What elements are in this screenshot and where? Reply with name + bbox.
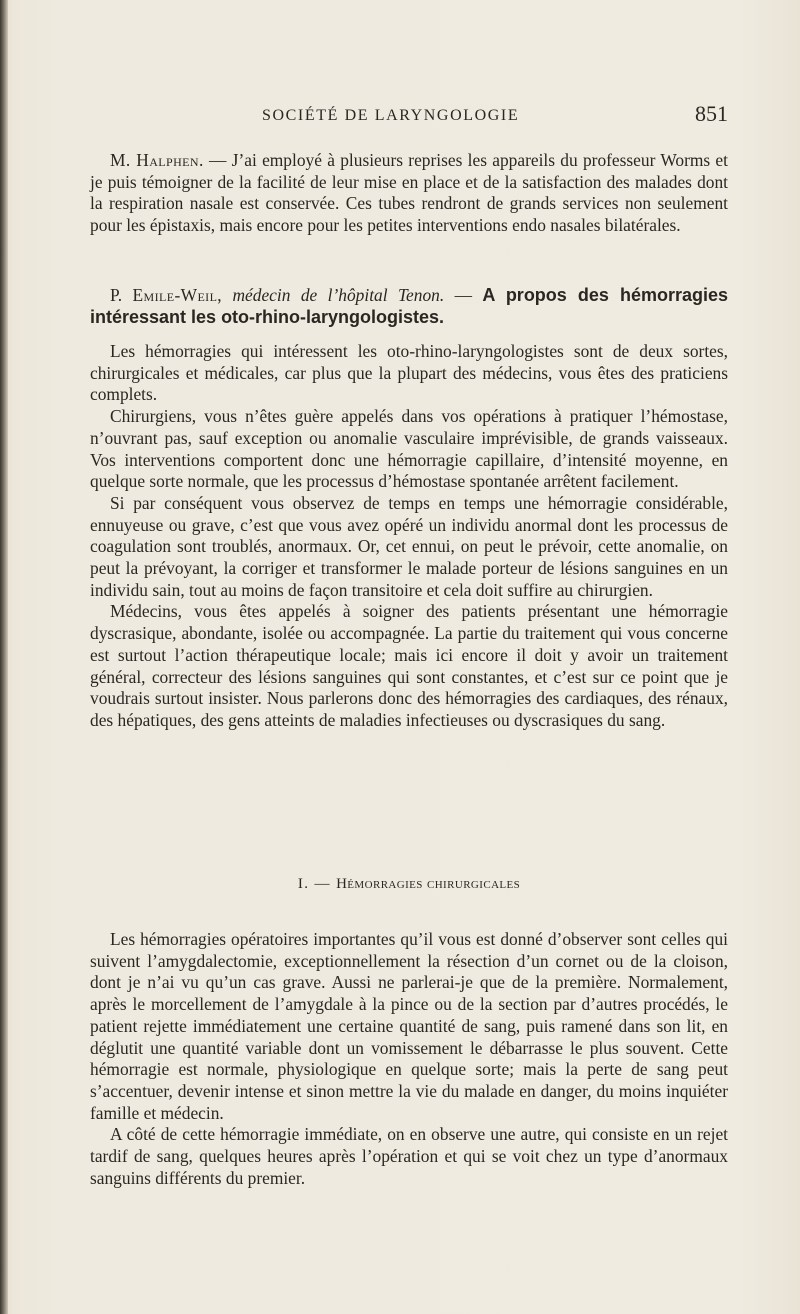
author-affiliation: médecin de l’hôpital Tenon. [232, 285, 445, 305]
paragraph: Les hémorragies opératoires importantes qu’il vous est donné d’observer sont celles qui suivent l’amygdalectomie, exceptionnellement la résection d’un cornet ou de la cloison, dont je n’ai vu qu’un cas grave. Aussi ne parlerai-je que de la première. Normalement, après le morcellement de l’amygdale à la pince ou de la section par d’autres procédés, le patient rejette immédiatement une certaine quantité de sang, puis ramené dans son lit, en déglutit une quantité variable dont un vomissement le débarrasse le plus souvent. Cette hémorragie est normale, physiologique en quelque sorte; mais la perte de sang peut s’accentuer, devenir intense et sinon mettre la vie du malade en danger, du moins inquiéter famille et médecin. [90, 929, 728, 1123]
running-title: SOCIÉTÉ DE LARYNGOLOGIE [262, 107, 520, 124]
paragraph: Les hémorragies qui intéressent les oto-rhino-laryngologistes sont de deux sortes, chirurgicales et médicales, car plus que la plupart des médecins, vous êtes des praticiens complets. [90, 341, 728, 405]
paragraph: Médecins, vous êtes appelés à soigner des patients présentant une hémorragie dyscrasique, abondante, isolée ou accompagnée. La partie du traitement qui vous concerne est surtout l’action thérapeutique locale; mais ici encore il doit y avoir un traitement général, correcteur des lésions sanguines qui sont constantes, et c’est sur ce point que je voudrais surtout insister. Nous parlerons donc des hémorragies des cardiaques, des rénaux, des hépatiques, des gens atteints de maladies infectieuses ou dyscrasiques du sang. [90, 601, 728, 730]
section-title: Hémorragies chirurgicales [336, 876, 521, 892]
running-header [90, 103, 728, 133]
section-number: I. — [297, 876, 337, 892]
communication-title: A propos des hémorragies intéressant les oto-rhino-laryngologistes. [90, 285, 728, 327]
section-heading [90, 876, 728, 893]
paragraph: Si par conséquent vous observez de temps en temps une hémorragie considérable, ennuyeuse ou grave, c’est que vous avez opéré un individu anormal dont les processus de coagulation sont troublés, anormaux. Or, cet ennui, on peut le prévoir, cette anomalie, on peut la prévoyant, la corriger et transformer le malade porteur de lésions sanguines en un individu sain, tout au moins de façon transitoire et cela doit suffire au chirurgien. [90, 492, 728, 600]
introduction-text [90, 341, 728, 732]
page-binding-edge [0, 0, 8, 1314]
page-number: 851 [695, 101, 728, 126]
author-name: Emile-Weil, [132, 285, 223, 305]
section-text [90, 929, 728, 1189]
heading-dash: — [444, 285, 483, 305]
speaker-name: M. Halphen. [110, 150, 204, 170]
author-initial: P. [110, 285, 133, 305]
halphen-paragraph [90, 150, 728, 237]
communication-heading [90, 285, 728, 328]
paragraph: Chirurgiens, vous n’êtes guère appelés dans vos opérations à pratiquer l’hémostase, n’ouvrant pas, sauf exception ou anomalie vasculaire imprévisible, de grands vaisseaux. Vos interventions comportent donc une hémorragie capillaire, d’intensité moyenne, en quelque sorte normale, que les processus d’hémostase spontanée arrêtent facilement. [90, 406, 728, 492]
halphen-comment [90, 150, 728, 237]
halphen-text: — J’ai employé à plusieurs reprises les appareils du professeur Worms et je puis témoigner de la facilité de leur mise en place et de la satisfaction des malades dont la respiration nasale est conservée. Ces tubes rendront de grands services non seulement pour les épistaxis, mais encore pour les petites interventions endo nasales bilatérales. [90, 150, 728, 236]
paragraph: A côté de cette hémorragie immédiate, on en observe une autre, qui consiste en un rejet tardif de sang, quelques heures après l’opération et qui se voit chez un type d’anormaux sanguins différents du premier. [90, 1124, 728, 1188]
